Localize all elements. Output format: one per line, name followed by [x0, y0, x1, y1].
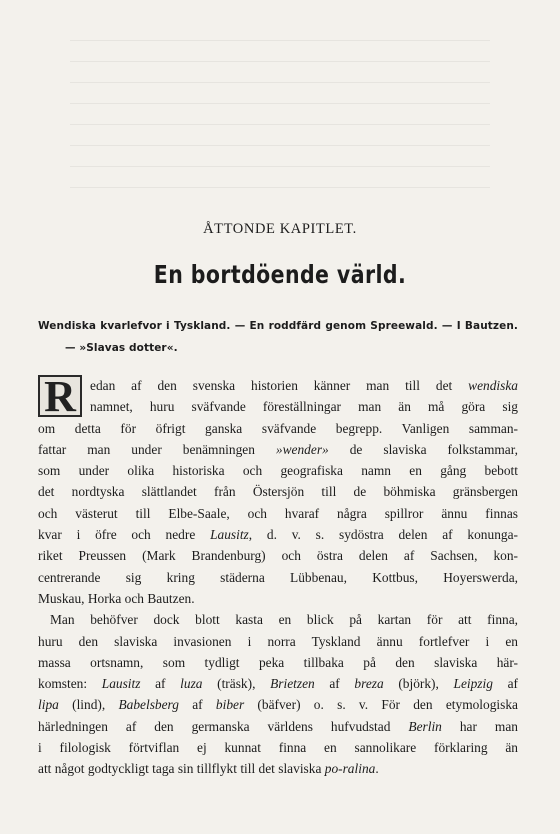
- chapter-summary-line-1: Wendiska kvarlefvor i Tyskland. — En roddfärd genom Spreewald. — I Bautzen.: [38, 320, 518, 332]
- body-line: det nordtyska slättlandet från Östersjön till de böhmiska gränsbergen: [38, 484, 518, 500]
- body-line: om detta för öfrigt ganska sväfvande begrepp. Vanligen samman-: [38, 420, 518, 436]
- body-line: fattar man under benämningen »wender» de slaviska folkstammar,: [38, 441, 518, 457]
- chapter-title: En bortdöende värld.: [153, 260, 407, 289]
- body-line: härledningen af den germanska världens hufvudstad Berlin har man: [38, 718, 518, 734]
- body-line: att något godtyckligt taga sin tillflykt till det slaviska po-ralina.: [38, 761, 379, 777]
- bleed-through: [70, 40, 490, 190]
- body-line: massa ortsnamn, som tydligt peka tillbaka på den slaviska här-: [38, 654, 518, 670]
- body-line: i filologisk förtviflan ej kunnat finna en sannolikare förklaring än: [38, 740, 518, 756]
- body-text: [38, 372, 518, 780]
- chapter-summary-line-2: — »Slavas dotter«.: [65, 342, 178, 354]
- body-line: lipa (lind), Babelsberg af biber (bäfver) o. s. v. För den etymologiska: [38, 697, 518, 713]
- body-line: riket Preussen (Mark Brandenburg) och östra delen af Sachsen, kon-: [38, 548, 518, 564]
- body-line: som under olika historiska och geografiska namn en gång bebott: [38, 463, 518, 479]
- body-line: huru den slaviska invasionen i norra Tyskland ännu fortlefver i en: [38, 633, 518, 649]
- body-line: Man behöfver dock blott kasta en blick på kartan för att finna,: [50, 612, 518, 628]
- body-line: och västerut till Elbe-Saale, och hvaraf några spillror ännu finnas: [38, 505, 518, 521]
- body-line: Muskau, Horka och Bautzen.: [38, 590, 195, 606]
- chapter-heading: ÅTTONDE KAPITLET.: [203, 221, 357, 237]
- body-line: edan af den svenska historien känner man till det wendiska: [90, 378, 518, 393]
- body-line: namnet, huru sväfvande föreställningar man än må göra sig: [90, 399, 518, 415]
- drop-cap-letter: R: [44, 372, 76, 421]
- body-line: centrerande sig kring städerna Lübbenau, Kottbus, Hoyerswerda,: [38, 569, 518, 585]
- body-line: komsten: Lausitz af luza (träsk), Brietzen af breza (björk), Leipzig af: [38, 676, 518, 692]
- body-line: kvar i öfre och nedre Lausitz, d. v. s. sydöstra delen af konunga-: [38, 527, 518, 543]
